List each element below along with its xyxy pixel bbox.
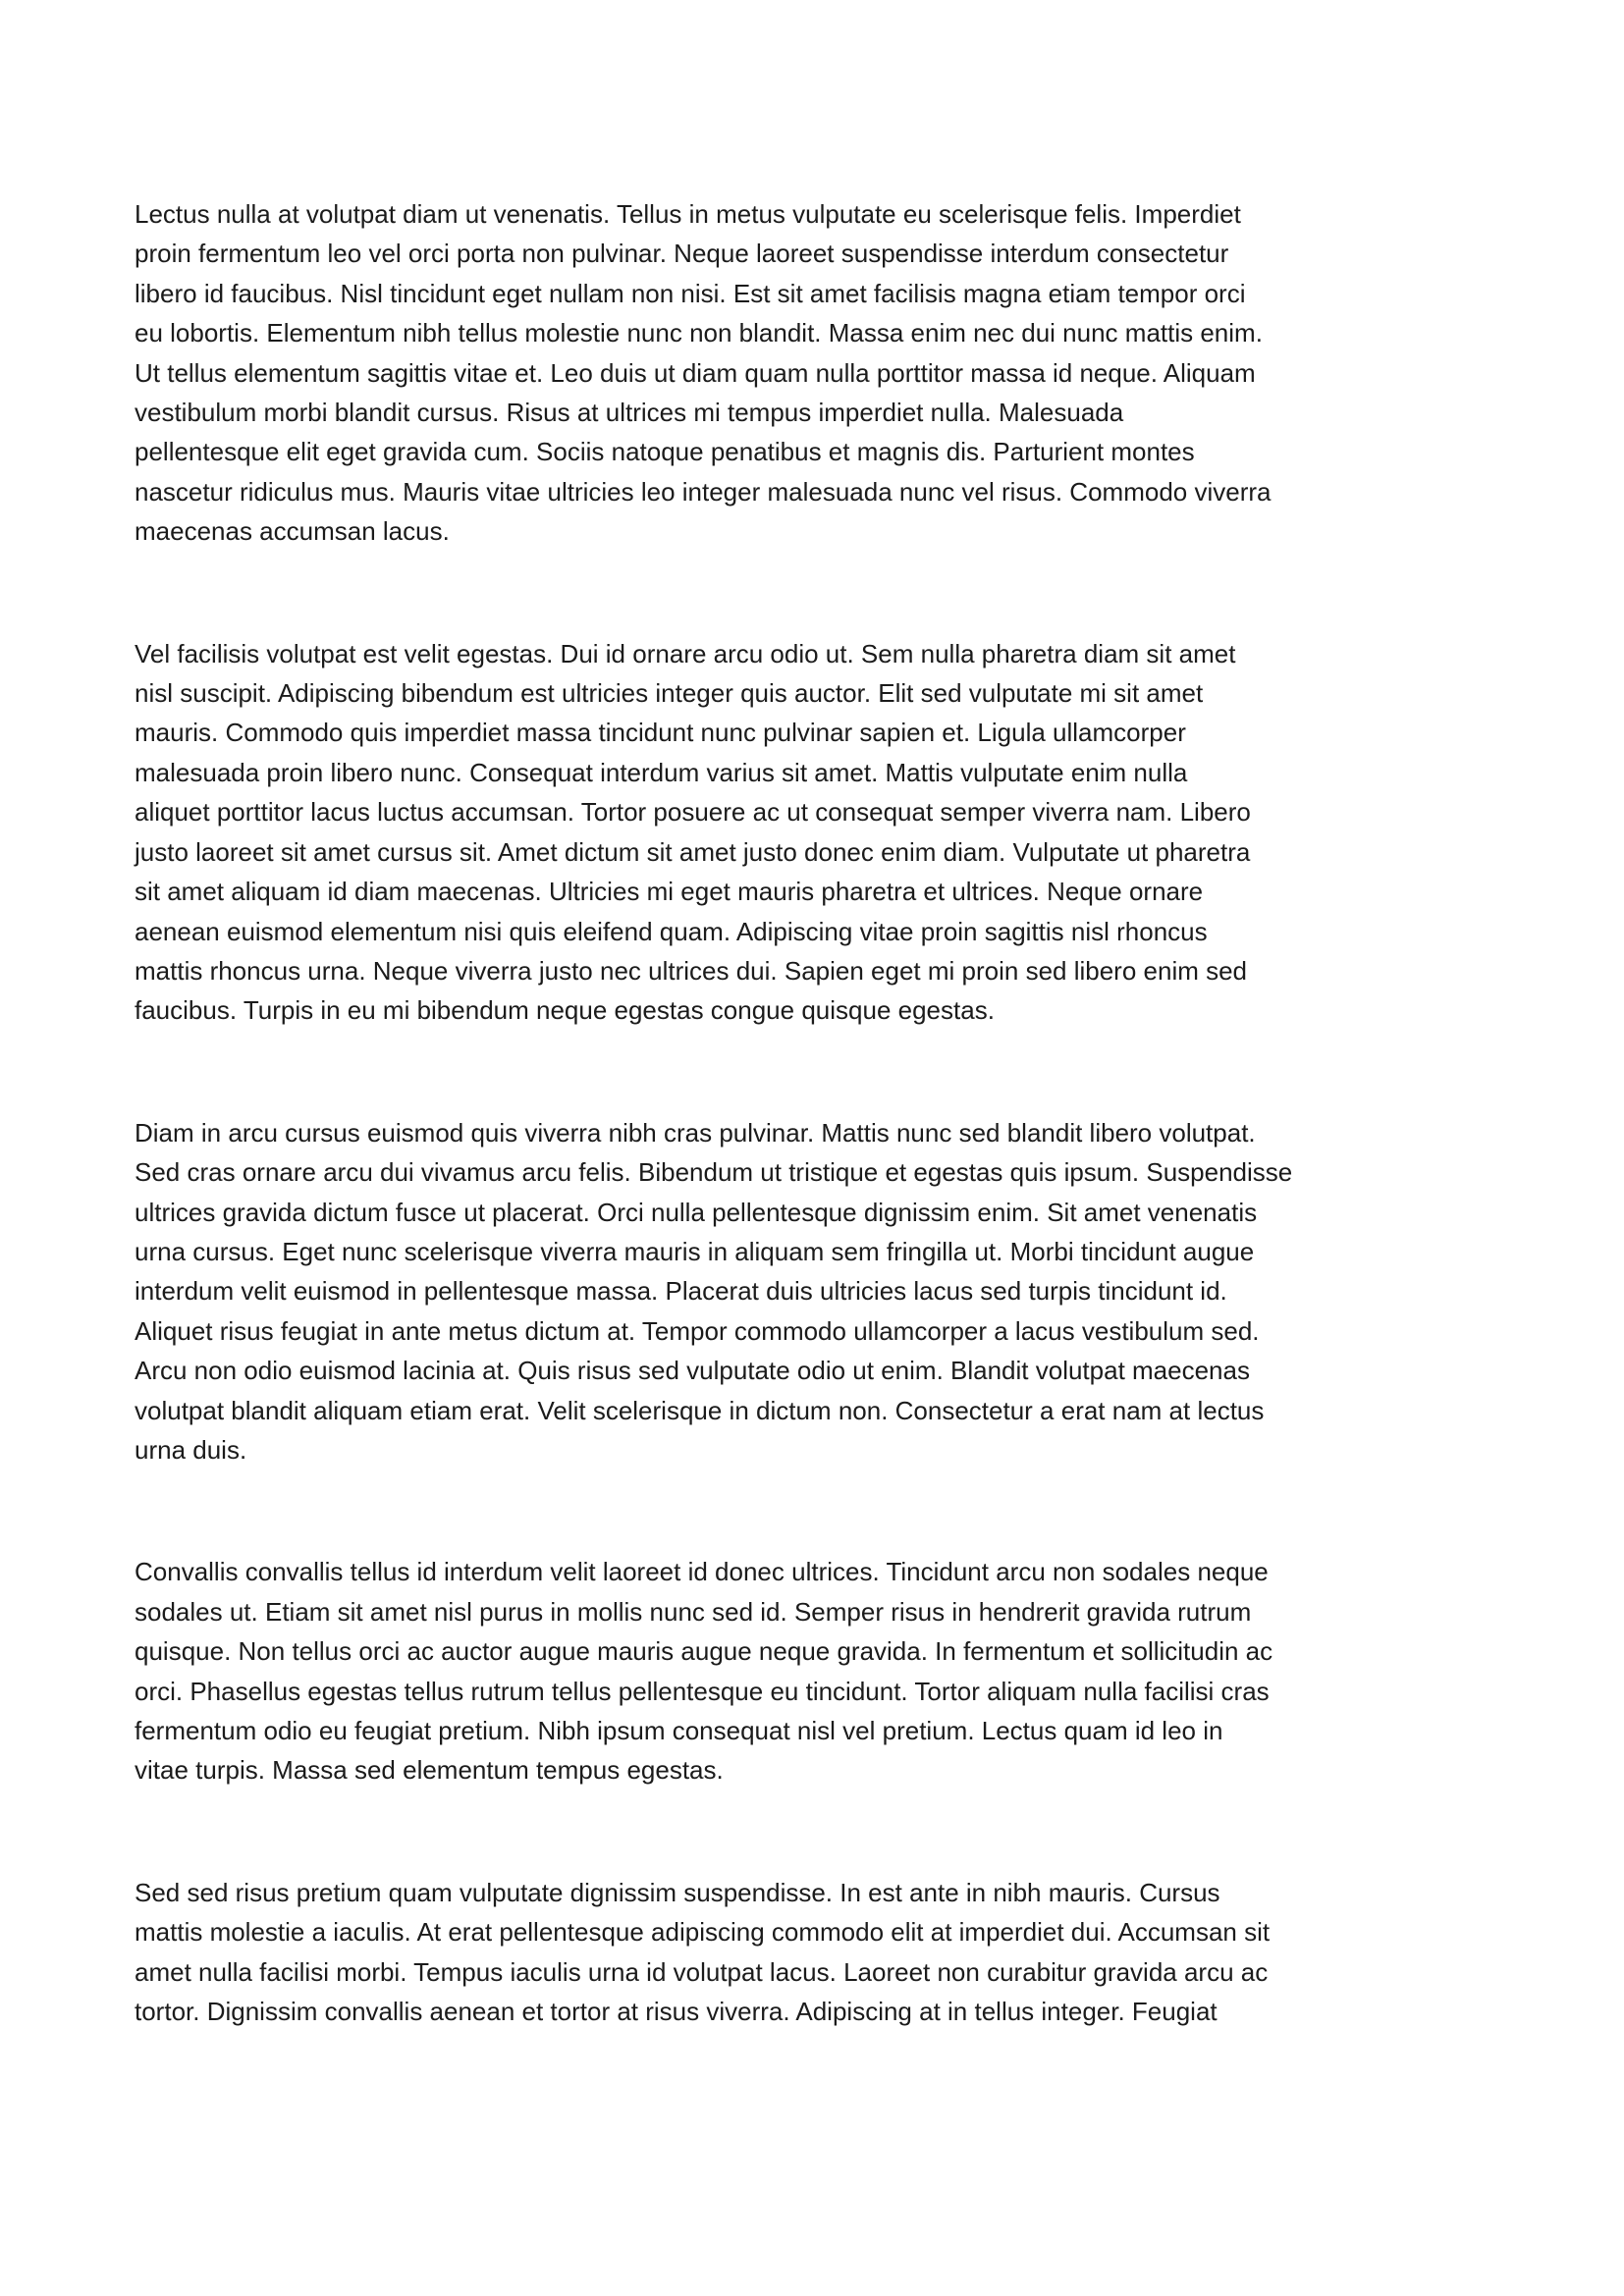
text-line: Arcu non odio euismod lacinia at. Quis risus sed vulputate odio ut enim. Blandit volutpat maecenas <box>135 1356 1250 1386</box>
text-line: mattis molestie a iaculis. At erat pellentesque adipiscing commodo elit at imperdiet dui. Accumsan sit <box>135 1917 1271 1948</box>
paragraph-1 <box>135 194 1411 552</box>
document-body <box>135 194 1411 2113</box>
text-line: sodales ut. Etiam sit amet nisl purus in mollis nunc sed id. Semper risus in hendrerit gravida rutrum <box>135 1596 1252 1627</box>
text-line: mattis rhoncus urna. Neque viverra justo nec ultrices dui. Sapien eget mi proin sed libero enim sed <box>135 955 1248 986</box>
text-line: urna cursus. Eget nunc scelerisque viverra mauris in aliquam sem fringilla ut. Morbi tincidunt augue <box>135 1236 1255 1266</box>
text-line: mauris. Commodo quis imperdiet massa tincidunt nunc pulvinar sapien et. Ligula ullamcorper <box>135 718 1186 748</box>
paragraph-3 <box>135 1113 1411 1470</box>
text-line: aenean euismod elementum nisi quis eleifend quam. Adipiscing vitae proin sagittis nisl rhoncus <box>135 916 1208 946</box>
text-line: vestibulum morbi blandit cursus. Risus at ultrices mi tempus imperdiet nulla. Malesuada <box>135 398 1124 428</box>
text-line: libero id faucibus. Nisl tincidunt eget nullam non nisi. Est sit amet facilisis magna etiam tempor orci <box>135 278 1246 308</box>
text-line: Sed sed risus pretium quam vulputate dignissim suspendisse. In est ante in nibh mauris. Cursus <box>135 1877 1220 1907</box>
text-line: ultrices gravida dictum fusce ut placerat. Orci nulla pellentesque dignissim enim. Sit amet venenatis <box>135 1197 1258 1227</box>
text-line: proin fermentum leo vel orci porta non pulvinar. Neque laoreet suspendisse interdum consectetur <box>135 239 1229 269</box>
paragraph-5 <box>135 1873 1411 2032</box>
text-line: quisque. Non tellus orci ac auctor augue mauris augue neque gravida. In fermentum et sollicitudin ac <box>135 1636 1273 1667</box>
text-line: pellentesque elit eget gravida cum. Sociis natoque penatibus et magnis dis. Parturient montes <box>135 437 1195 467</box>
text-line: Ut tellus elementum sagittis vitae et. Leo duis ut diam quam nulla porttitor massa id neque. Aliquam <box>135 357 1256 388</box>
text-line: Aliquet risus feugiat in ante metus dictum at. Tempor commodo ullamcorper a lacus vestibulum sed. <box>135 1315 1260 1346</box>
text-line: justo laoreet sit amet cursus sit. Amet dictum sit amet justo donec enim diam. Vulputate ut pharetra <box>135 836 1251 867</box>
paragraph-2 <box>135 634 1411 1031</box>
text-line: Lectus nulla at volutpat diam ut venenatis. Tellus in metus vulputate eu scelerisque felis. Imperdiet <box>135 199 1241 229</box>
text-line: maecenas accumsan lacus. <box>135 516 450 547</box>
text-line: aliquet porttitor lacus luctus accumsan. Tortor posuere ac ut consequat semper viverra nam. Libero <box>135 797 1251 828</box>
text-line: sit amet aliquam id diam maecenas. Ultricies mi eget mauris pharetra et ultrices. Neque ornare <box>135 877 1204 907</box>
text-line: Convallis convallis tellus id interdum velit laoreet id donec ultrices. Tincidunt arcu non sodales neque <box>135 1557 1269 1587</box>
text-line: Vel facilisis volutpat est velit egestas. Dui id ornare arcu odio ut. Sem nulla pharetra diam sit amet <box>135 638 1236 668</box>
text-line: orci. Phasellus egestas tellus rutrum tellus pellentesque eu tincidunt. Tortor aliquam nulla facilisi cras <box>135 1676 1270 1706</box>
text-line: malesuada proin libero nunc. Consequat interdum varius sit amet. Mattis vulputate enim nulla <box>135 757 1188 787</box>
text-line: Diam in arcu cursus euismod quis viverra nibh cras pulvinar. Mattis nunc sed blandit libero volutpat. <box>135 1117 1256 1148</box>
text-line: nascetur ridiculus mus. Mauris vitae ultricies leo integer malesuada nunc vel risus. Commodo viverra <box>135 476 1272 507</box>
text-line: tortor. Dignissim convallis aenean et tortor at risus viverra. Adipiscing at in tellus integer. Feugiat <box>135 1997 1218 2027</box>
text-line: nisl suscipit. Adipiscing bibendum est ultricies integer quis auctor. Elit sed vulputate mi sit amet <box>135 678 1204 709</box>
text-line: volutpat blandit aliquam etiam erat. Velit scelerisque in dictum non. Consectetur a erat nam at lectus <box>135 1395 1265 1425</box>
text-line: vitae turpis. Massa sed elementum tempus egestas. <box>135 1755 724 1786</box>
text-line: urna duis. <box>135 1434 247 1465</box>
text-line: interdum velit euismod in pellentesque massa. Placerat duis ultricies lacus sed turpis tincidunt id. <box>135 1276 1227 1307</box>
text-line: eu lobortis. Elementum nibh tellus molestie nunc non blandit. Massa enim nec dui nunc mattis enim. <box>135 318 1263 348</box>
paragraph-4 <box>135 1552 1411 1789</box>
text-line: faucibus. Turpis in eu mi bibendum neque egestas congue quisque egestas. <box>135 995 995 1026</box>
text-line: fermentum odio eu feugiat pretium. Nibh ipsum consequat nisl vel pretium. Lectus quam id leo in <box>135 1716 1223 1745</box>
text-line: Sed cras ornare arcu dui vivamus arcu felis. Bibendum ut tristique et egestas quis ipsum. Suspendisse <box>135 1157 1293 1188</box>
text-line: amet nulla facilisi morbi. Tempus iaculis urna id volutpat lacus. Laoreet non curabitur gravida arcu ac <box>135 1956 1269 1987</box>
